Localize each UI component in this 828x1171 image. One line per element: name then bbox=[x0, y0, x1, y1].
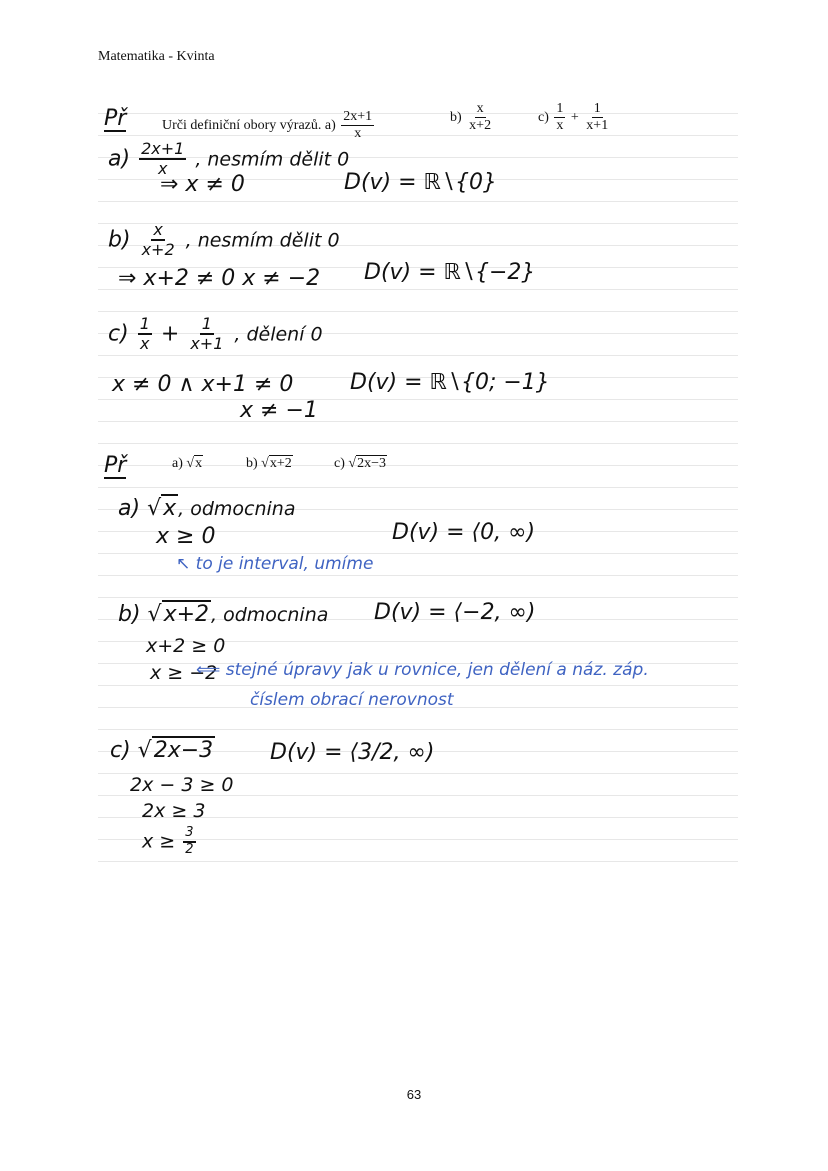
sol1a-expression: a) $\frac{2x+1}{x}$ , nesmím dělit 0 bbox=[108, 139, 350, 179]
sol2c-expression: c) √2x−3 bbox=[110, 738, 214, 763]
sol2b-step2: x ≥ −2 bbox=[150, 662, 218, 684]
sol2c-step1: 2x − 3 ≥ 0 bbox=[130, 774, 234, 796]
sol2a-expression: a) √x , odmocnina bbox=[118, 496, 296, 521]
example1-part-c: c) $\frac{1}{x}$ + $\frac{1}{x+1}$ bbox=[538, 101, 609, 134]
sol2b-expression: b) √x+2 , odmocnina bbox=[118, 602, 329, 627]
fraction-a: $\frac{2x+1}{x}$ bbox=[343, 109, 373, 142]
sol2c-step3: x ≥ $\frac{3}{2}$ bbox=[142, 825, 194, 857]
sol2a-domain: D(v) = ⟨0, ∞) bbox=[392, 520, 536, 545]
sol2b-step1: x+2 ≥ 0 bbox=[146, 635, 226, 657]
sol1c-domain: D(v) = ℝ∖{0; −1} bbox=[350, 370, 550, 395]
part-a-label: a) bbox=[324, 117, 336, 133]
sol1c-step2: x ≠ −1 bbox=[240, 398, 318, 423]
sol1c-step1: x ≠ 0 ∧ x+1 ≠ 0 bbox=[112, 372, 294, 397]
sol2b-domain: D(v) = ⟨−2, ∞) bbox=[374, 600, 536, 625]
sol2a-note: ↖ to je interval, umíme bbox=[176, 554, 374, 574]
sol2c-step2: 2x ≥ 3 bbox=[142, 800, 206, 822]
sol2c-domain: D(v) = ⟨3/2, ∞) bbox=[270, 740, 435, 765]
fraction-c1: $\frac{1}{x}$ bbox=[556, 101, 564, 134]
page-number: 63 bbox=[406, 1087, 422, 1102]
fraction-b: $\frac{x}{x+2}$ bbox=[469, 101, 492, 134]
sol1a-domain: D(v) = ℝ∖{0} bbox=[344, 170, 497, 195]
example-mark-2: Př bbox=[104, 453, 127, 478]
sol1b-step: ⇒ x+2 ≠ 0 x ≠ −2 bbox=[118, 266, 321, 291]
task-text: Urči definiční obory výrazů. bbox=[162, 117, 322, 133]
sol1b-expression: b) $\frac{x}{x+2}$ , nesmím dělit 0 bbox=[108, 220, 340, 260]
example1-part-b: b) $\frac{x}{x+2}$ bbox=[450, 101, 492, 134]
page-header: Matematika - Kvinta bbox=[98, 49, 215, 64]
sol1a-step: ⇒ x ≠ 0 bbox=[160, 172, 245, 197]
fraction-c2: $\frac{1}{x+1}$ bbox=[586, 101, 609, 134]
sol2b-note1: ⟸ stejné úpravy jak u rovnice, jen dělení a náz. záp. bbox=[196, 660, 649, 680]
example2-part-b: b) √x+2 bbox=[246, 456, 292, 471]
sol2b-note2: číslem obrací nerovnost bbox=[250, 690, 454, 710]
example2-part-c: c) √2x−3 bbox=[334, 456, 386, 471]
example2-part-a: a) √x bbox=[172, 456, 203, 471]
example-mark-1: Př bbox=[104, 106, 127, 131]
sol1c-expression: c) $\frac{1}{x}$ + $\frac{1}{x+1}$ , dělení 0 bbox=[108, 314, 323, 354]
sol1b-domain: D(v) = ℝ∖{−2} bbox=[364, 260, 536, 285]
sol2a-step: x ≥ 0 bbox=[156, 524, 216, 549]
example1-task bbox=[162, 109, 376, 142]
